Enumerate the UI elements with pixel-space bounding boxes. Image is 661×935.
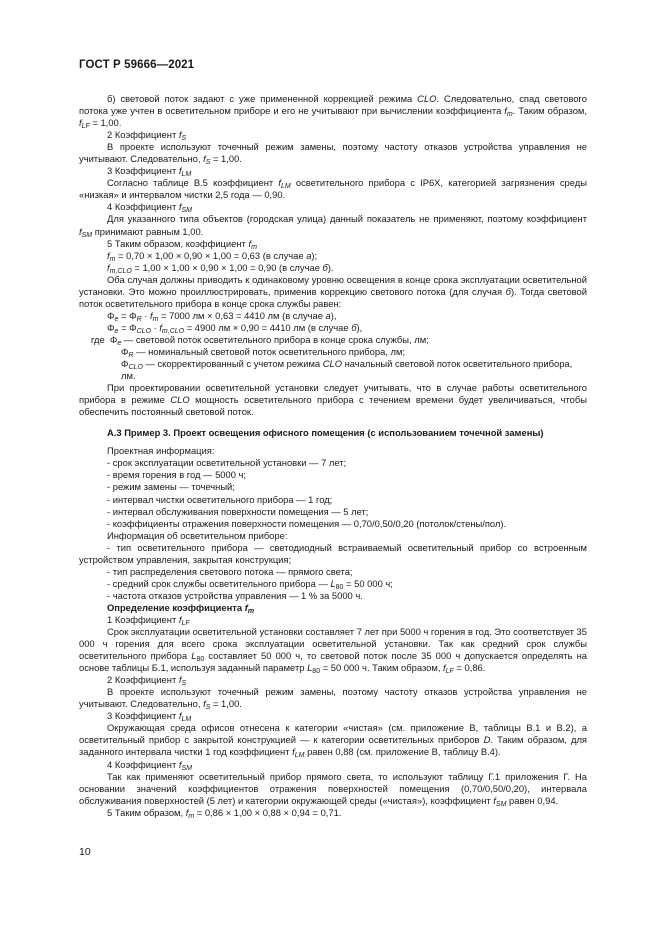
list-item: - средний срок службы осветительного прибора — $L_{80} = 50$ 000 ч; — [107, 577, 393, 591]
paragraph: В проекте используют точечный режим замены, поэтому частоту отказов устройства управления не учитывают. Следовательно, $f_S = 1,00$. — [79, 141, 587, 167]
equation: $f_m = 0,70 \times 1,00 \times 0,90 \times 1,00 = 0,63$ (в случае а); — [107, 249, 318, 263]
paragraph: При проектировании осветительной установки следует учитывать, что в случае работы осветительного прибора в режиме CLO мощность осветительного прибора с течением времени будет увеличиваться, чтобы обеспечить постоянный световой поток. — [79, 382, 587, 418]
where-clause: где $\Phi_e$ — световой поток осветительного прибора в конце срока службы, лм; — [91, 333, 429, 347]
paragraph: Срок эксплуатации осветительной установки составляет 7 лет при 5000 ч горения в год. Это соответствует 35 000 ч горения для всего срока эксплуатации осветительной установки. Так как средний срок службы осветительного прибора $L_{80}$ составляет 50 000 ч, то световой поток после 35 000 ч допускается определять на основе таблицы Б.1, используя заданный параметр $L_{80} = 50$ 000 ч. Таким образом, $f_{LF} = 0,86$. — [79, 626, 587, 676]
list-item: - коэффициенты отражения поверхности помещения — 0,70/0,50/0,20 (потолок/стены/пол). — [107, 517, 507, 529]
section-title: А.3 Пример 3. Проект освещения офисного помещения (с использованием точечной замены) — [107, 427, 544, 439]
paragraph: Согласно таблице В.5 коэффициент $f_{LM}$ осветительного прибора с IP6X, категорией загрязнения среды «низкая» и интервалом чистки 2,5 года — 0,90. — [79, 177, 587, 201]
paragraph: Информация об осветительном приборе: — [107, 529, 288, 541]
list-item: - режим замены — точечный; — [107, 481, 235, 493]
equation: $\Phi_e = \Phi_R \cdot f_m = 7000$ лм × 0,63 = 4410 лм (в случае а), — [107, 309, 337, 323]
equation: $f_{m,CLO} = 1,00 \times 1,00 \times 0,90 \times 1,00 = 0,90$ (в случае б). — [107, 261, 334, 275]
coefficient-heading: 2 Коэффициент $f_S$ — [107, 129, 187, 143]
coefficient-heading: 3 Коэффициент $f_{LM}$ — [107, 710, 192, 724]
coefficient-heading: 5 Таким образом, коэффициент $f_m$ — [107, 237, 257, 251]
equation: $\Phi_e = \Phi_{CLO} \cdot f_{m,CLO} = 4900$ лм × 0,90 = 4410 лм (в случае б), — [107, 321, 363, 335]
where-clause: $\Phi_{CLO}$ — скорректированный с учетом режима CLO начальный световой поток осветительного прибора, лм. — [121, 358, 573, 382]
coefficient-heading: 4 Коэффициент $f_{SM}$ — [107, 201, 192, 215]
paragraph: Так как применяют осветительный прибор прямого света, то используют таблицу Г.1 приложения Г. На основании значений коэффициентов отражения поверхностей помещения (0,70/0,50/0,20), интервала обслуживания поверхностей (5 лет) и категории окружающей среды («чистая»), коэффициент $f_{SM}$ равен 0,94. — [79, 770, 587, 808]
page-content — [79, 93, 587, 819]
list-item: - тип распределения светового потока — прямого света; — [107, 565, 353, 577]
coefficient-heading: 2 Коэффициент $f_S$ — [107, 674, 187, 688]
list-item: - срок эксплуатации осветительной установки — 7 лет; — [107, 457, 347, 469]
paragraph-case-b: б) световой поток задают с уже примененной коррекцией режима CLO. Следовательно, спад светового потока уже учтен в осветительном приборе и его не учитывают при вычислении коэффициента $f_m$. Таким образом, $f_{LF} = 1,00$. — [79, 93, 587, 131]
paragraph: В проекте используют точечный режим замены, поэтому частоту отказов устройства управления не учитывают. Следовательно, $f_S = 1,00$. — [79, 686, 587, 712]
coefficient-heading: 4 Коэффициент $f_{SM}$ — [107, 758, 192, 772]
list-item: - тип осветительного прибора — светодиодный встраиваемый осветительный прибор со встроенным устройством управления, закрытая конструкция; — [79, 541, 587, 565]
coefficient-heading: 1 Коэффициент $f_{LF}$ — [107, 613, 190, 627]
paragraph: Оба случая должны приводить к одинаковому уровню освещения в конце срока эксплуатации осветительной установки. Это можно проиллюстрировать, применив коррекцию светового потока (для случая б). Тогда световой поток осветительного прибора в конце срока службы равен: — [79, 273, 587, 309]
paragraph: Проектная информация: — [107, 445, 215, 457]
page-number: 10 — [79, 846, 91, 858]
equation: 5 Таким образом, $f_m = 0,86 \times 1,00 \times 0,88 \times 0,94 = 0,71$. — [107, 806, 342, 820]
list-item: - время горения в год — 5000 ч; — [107, 469, 247, 481]
document-header: ГОСТ Р 59666—2021 — [79, 59, 195, 71]
coefficient-heading: 3 Коэффициент $f_{LM}$ — [107, 165, 192, 179]
list-item: - интервал чистки осветительного прибора — 1 год; — [107, 493, 333, 505]
list-item: - интервал обслуживания поверхности помещения — 5 лет; — [107, 505, 369, 517]
subsection-title: Определение коэффициента $f_m$ — [107, 601, 255, 615]
list-item: - частота отказов устройства управления — 1 % за 5000 ч. — [107, 589, 363, 601]
paragraph: Окружающая среда офисов отнесена к категории «чистая» (см. приложение В, таблицы В.1 и В.2), а осветительный прибор с закрытой конструкцией — к категории осветительных приборов D. Таким образом, для заданного интервала чистки 1 год коэффициент $f_{LM}$ равен 0,88 (см. приложение В, таблицу В.4). — [79, 722, 587, 760]
where-clause: $\Phi_R$ — номинальный световой поток осветительного прибора, лм; — [121, 345, 406, 359]
paragraph: Для указанного типа объектов (городская улица) данный показатель не применяют, поэтому коэффициент $f_{SM}$ принимают равным 1,00. — [79, 213, 587, 239]
